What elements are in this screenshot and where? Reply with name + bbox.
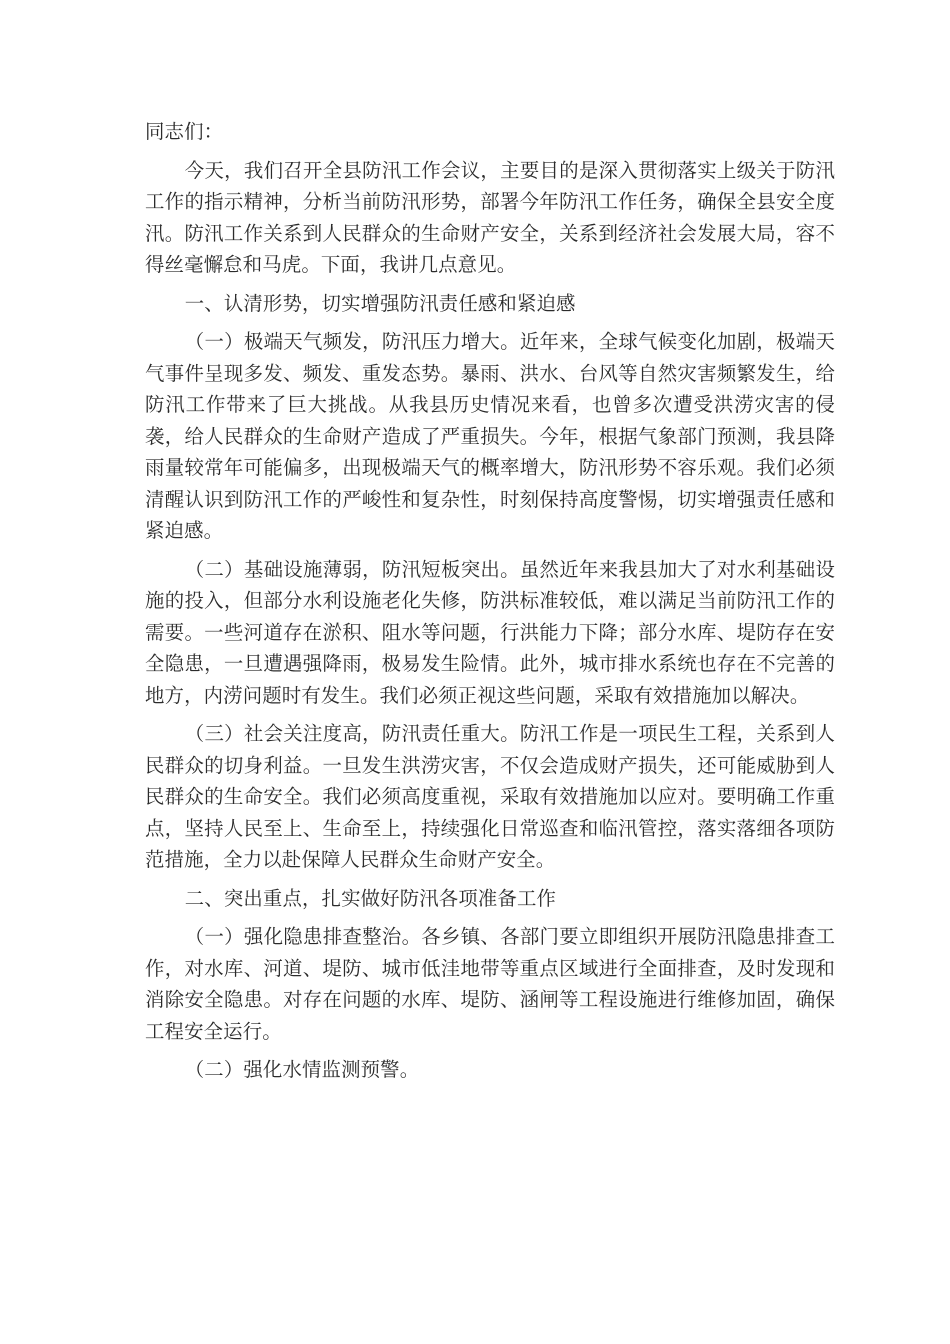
paragraph-2-1: （一）强化隐患排查整治。各乡镇、各部门要立即组织开展防汛隐患排查工作，对水库、河道、堤防、城市低洼地带等重点区域进行全面排查，及时发现和消除安全隐患。对存在问题的水库、堤防、涵闸等工程设施进行维修加固，确保工程安全运行。: [145, 925, 835, 1043]
paragraph-1-1: （一）极端天气频发，防汛压力增大。近年来，全球气候变化加剧，极端天气事件呈现多发、频发、重发态势。暴雨、洪水、台风等自然灾害频繁发生，给防汛工作带来了巨大挑战。从我县历史情况来看，也曾多次遭受洪涝灾害的侵袭，给人民群众的生命财产造成了严重损失。今年，根据气象部门预测，我县降雨量较常年可能偏多，出现极端天气的概率增大，防汛形势不容乐观。我们必须清醒认识到防汛工作的严峻性和复杂性，时刻保持高度警惕，切实增强责任感和紧迫感。: [145, 330, 835, 542]
intro-paragraph: 今天，我们召开全县防汛工作会议，主要目的是深入贯彻落实上级关于防汛工作的指示精神，分析当前防汛形势，部署今年防汛工作任务，确保全县安全度汛。防汛工作关系到人民群众的生命财产安全，关系到经济社会发展大局，容不得丝毫懈怠和马虎。下面，我讲几点意见。: [145, 158, 835, 276]
greeting: 同志们：: [145, 120, 224, 143]
paragraph-1-3: （三）社会关注度高，防汛责任重大。防汛工作是一项民生工程，关系到人民群众的切身利益。一旦发生洪涝灾害，不仅会造成财产损失，还可能威胁到人民群众的生命安全。我们必须高度重视，采取有效措施加以应对。要明确工作重点，坚持人民至上、生命至上，持续强化日常巡查和临汛管控，落实落细各项防范措施，全力以赴保障人民群众生命财产安全。: [145, 722, 835, 871]
section-heading-1: 一、认清形势，切实增强防汛责任感和紧迫感: [184, 291, 576, 315]
paragraph-1-2: （二）基础设施薄弱，防汛短板突出。虽然近年来我县加大了对水利基础设施的投入，但部分水利设施老化失修，防洪标准较低，难以满足当前防汛工作的需要。一些河道存在淤积、阻水等问题，行洪能力下降；部分水库、堤防存在安全隐患，一旦遭遇强降雨，极易发生险情。此外，城市排水系统也存在不完善的地方，内涝问题时有发生。我们必须正视这些问题，采取有效措施加以解决。: [145, 557, 835, 707]
section-heading-2: 二、突出重点，扎实做好防汛各项准备工作: [184, 886, 557, 910]
paragraph-2-2: （二）强化水情监测预警。: [184, 1058, 420, 1081]
